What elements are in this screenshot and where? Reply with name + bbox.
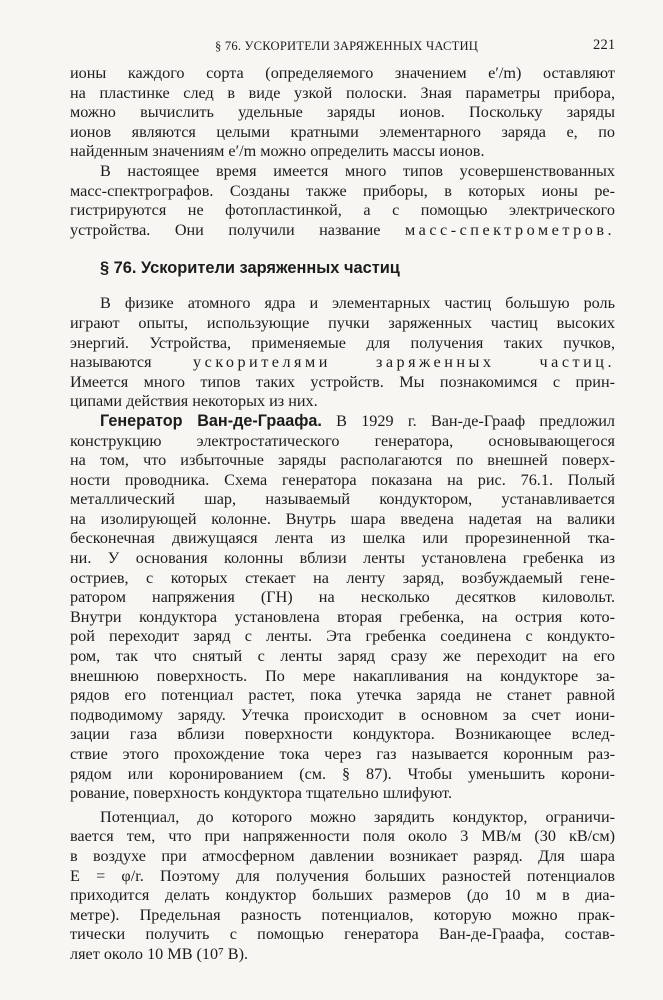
paragraph [70,808,615,965]
text-line: на изолирующей колонне. Внутрь шара введена надетая на валики [70,509,615,528]
text-line: внешнюю поверхность. По мере накапливания на кондукторе за- [70,666,615,685]
text-line: бесконечная движущаяся лента из шелка или прорезиненной тка- [70,529,615,548]
text-line: масс-спектрографов. Созданы также приборы, в которых ионы ре- [70,181,615,200]
text-line: приходится делать кондуктор больших размеров (до 10 м в диа- [70,886,615,905]
paragraph [70,294,615,412]
text-line: ности проводника. Схема генератора показана на рис. 76.1. Полый [70,470,615,489]
text-line: ципами действия некоторых из них. [70,392,318,411]
page-body [70,64,615,965]
text-line: ляет около 10 МВ (10⁷ В). [70,944,249,963]
text-line: играют опыты, использующие пучки заряженных частиц высоких [70,313,615,332]
text-line: металлический шар, называемый кондуктором, устанавливается [70,490,615,509]
text-line: В физике атомного ядра и элементарных частиц большую роль [100,294,615,313]
text-line: остриев, с которых стекает на ленту заряд, возбуждаемый гене- [70,568,615,587]
text-line: можно вычислить удельные заряды ионов. Поскольку заряды [70,103,615,122]
text-line: рядом или коронированием (см. § 87). Чтобы уменьшить корони- [70,764,615,783]
text-line: на том, что избыточные заряды располагаются по внешней поверх- [70,451,615,470]
text-span: называются [70,353,152,372]
text-line: в воздухе при атмосферном давлении возникает разряд. Для шара [70,846,615,865]
text-line: метре). Предельная разность потенциалов, которую можно прак- [70,905,615,924]
text-line: рой переходит заряд с ленты. Эта гребенка соединена с кондукто- [70,627,615,646]
text-line: зации газа вблизи поверхности кондуктора. Возникающее вслед- [70,725,615,744]
text-line: ратором напряжения (ГН) на несколько десятков киловольт. [70,588,615,607]
text-line: тически получить с помощью генератора Ван-де-Граафа, состав- [70,925,615,944]
text-line [70,353,615,373]
text-line: вается тем, что при напряженности поля около 3 МВ/м (30 кВ/см) [70,827,615,846]
text-line [70,412,615,432]
text-line: найденным значениям e′/m можно определить массы ионов. [70,142,485,161]
text-line: Внутри кондуктора установлена вторая гребенка, на острия кото- [70,607,615,626]
text-line: подводимому заряду. Утечка происходит в основном за счет иони- [70,705,615,724]
text-line: на пластинке след в виде узкой полоски. Зная параметры прибора, [70,83,615,102]
text-span: В 1929 г. Ван-де-Грааф предложил [336,411,615,430]
text-line: рование, поверхность кондуктора тщательно шлифуют. [70,784,452,803]
text-line: ром, так что снятый с ленты заряд сразу же переходит на его [70,647,615,666]
paragraph [70,64,615,162]
text-line: ни. У основания колонны вблизи ленты установлена гребенка из [70,549,615,568]
text-line: В настоящее время имеется много типов усовершенствованных [100,161,615,180]
paragraph [70,412,615,804]
text-line: Имеется много типов таких устройств. Мы познакомимся с прин- [70,372,615,391]
text-line: ствие этого прохождение тока через газ называется коронным раз- [70,745,615,763]
text-line: E = φ/r. Поэтому для получения больших разностей потенциалов [70,866,615,885]
text-line: ионов являются целыми кратными элементарного заряда e, по [70,122,615,141]
paragraph [70,162,615,240]
spaced-term: масс-спектрометров. [405,220,616,239]
text-line: рядов его потенциал растет, пока утечка заряда не станет равной [70,686,615,705]
text-line: энергий. Устройства, применяемые для получения таких пучков, [70,333,615,352]
running-title: § 76. УСКОРИТЕЛИ ЗАРЯЖЕННЫХ ЧАСТИЦ [215,39,479,53]
page-number: 221 [593,37,616,53]
text-line [70,221,615,241]
text-line: Потенциал, до которого можно зарядить кондуктор, ограничи- [100,807,615,826]
spaced-term: ускорителями заряженных частиц. [193,353,615,372]
text-span: устройства. Они получили название [70,220,381,239]
text-line: гистрируются не фотопластинкой, а с помощью электрического [70,201,615,220]
page-header [0,37,663,57]
text-line: конструкцию электростатического генератора, основывающегося [70,431,615,450]
text-line: ионы каждого сорта (определяемого значением e′/m) оставляют [70,64,615,82]
bold-lead: Генератор Ван-де-Граафа. [100,411,322,430]
section-heading: § 76. Ускорители заряженных частиц [100,259,400,278]
